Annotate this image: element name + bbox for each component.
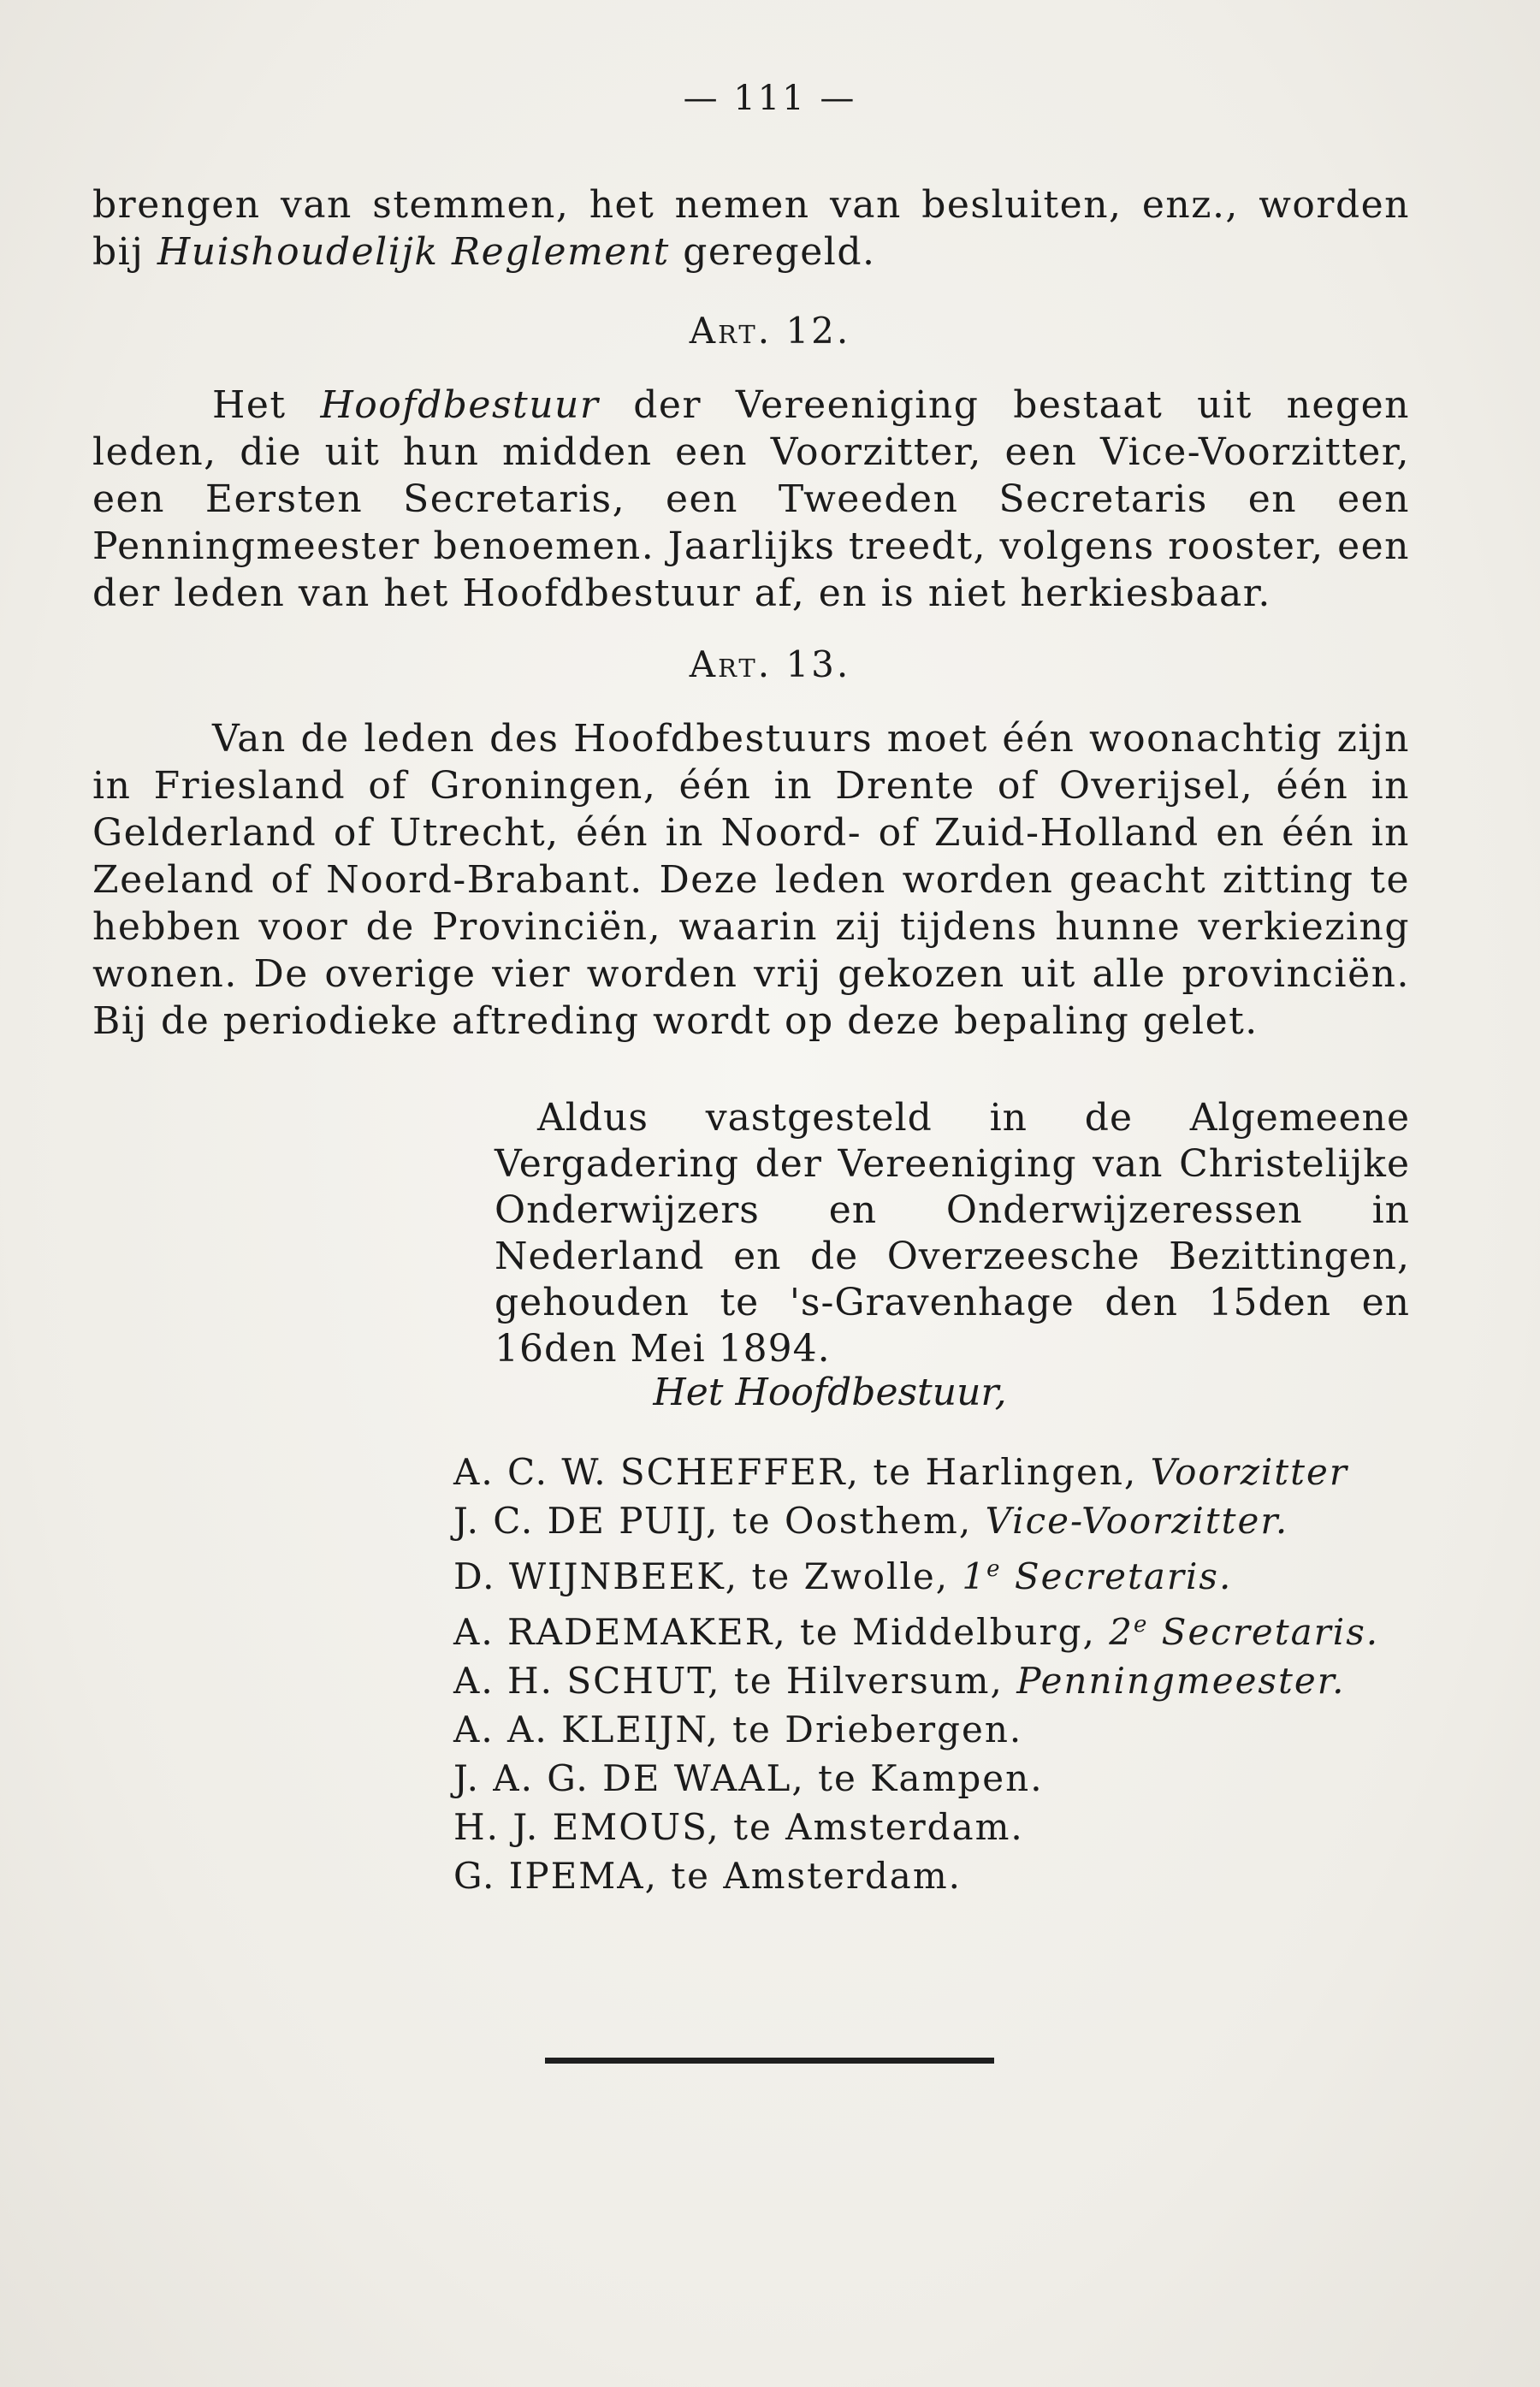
text-run: brengen van stemmen, het nemen van besluiten, enz., worden bij	[92, 183, 1410, 274]
article-13-heading: Art. 13.	[689, 643, 851, 685]
signer-name: G. IPEMA, te Amsterdam.	[453, 1855, 962, 1897]
closing-paragraph: Aldus vastgesteld in de Algemeene Vergadering der Vereeniging van Christelijke Onderwijzers en Onderwijzeressen in Nederland en de Overzeesche Bezittingen, gehouden te 's-Gravenhage den 15den en 16den Mei 1894.	[495, 1096, 1410, 1371]
signer-line	[453, 1448, 1437, 1496]
signer-role: Penningmeester.	[1016, 1660, 1346, 1702]
article-12-body	[92, 382, 1410, 617]
signer-role: Voorzitter	[1150, 1451, 1348, 1493]
signer-name: J. C. DE PUIJ, te Oosthem,	[453, 1500, 986, 1542]
signature-heading: Het Hoofdbestuur,	[653, 1371, 1007, 1414]
signer-line	[453, 1705, 1437, 1754]
signer-name: A. C. W. SCHEFFER, te Harlingen,	[453, 1451, 1151, 1493]
signer-line	[453, 1545, 1437, 1601]
signer-role-ordinal: 2e Secretaris.	[1109, 1611, 1380, 1653]
signer-name: D. WIJNBEEK, te Zwolle,	[453, 1555, 962, 1597]
signer-line	[453, 1656, 1437, 1705]
italic-term: Huishoudelijk Reglement	[157, 230, 670, 274]
text-run: geregeld.	[669, 230, 876, 274]
signer-line	[453, 1496, 1437, 1545]
signer-line	[453, 1851, 1437, 1900]
signer-name: J. A. G. DE WAAL, te Kampen.	[453, 1757, 1044, 1799]
signer-line	[453, 1754, 1437, 1803]
signer-role: Vice-Voorzitter.	[985, 1500, 1289, 1542]
article-12-heading: Art. 12.	[689, 310, 851, 352]
paragraph-text	[92, 382, 1410, 617]
paragraph-continuation	[92, 181, 1410, 275]
paragraph-text	[92, 181, 1410, 275]
italic-term: Hoofdbestuur	[320, 383, 600, 427]
signer-line	[453, 1803, 1437, 1851]
paragraph-text: Van de leden des Hoofdbestuurs moet één woonachtig zijn in Friesland of Groningen, één in Drente of Overijsel, één in Gelderland of Utrecht, één in Noord- of Zuid-Holland en één in Zeeland of Noord-Brabant. Deze leden worden geacht zitting te hebben voor de Provinciën, waarin zij tijdens hunne verkiezing wonen. De overige vier worden vrij gekozen uit alle provinciën. Bij de periodieke aftreding wordt op deze bepaling gelet.	[92, 717, 1410, 1043]
article-13-body	[92, 715, 1410, 1045]
signer-name: A. RADEMAKER, te Middelburg,	[453, 1611, 1110, 1653]
signer-name: A. A. KLEIJN, te Driebergen.	[453, 1709, 1023, 1750]
end-rule	[545, 2058, 994, 2064]
signer-role-ordinal: 1e Secretaris.	[962, 1555, 1233, 1597]
signer-list	[453, 1448, 1437, 1900]
page-number: — 111 —	[683, 79, 857, 118]
signer-name: A. H. SCHUT, te Hilversum,	[453, 1660, 1017, 1702]
signer-line	[453, 1601, 1437, 1656]
signer-name: H. J. EMOUS, te Amsterdam.	[453, 1806, 1024, 1848]
text-run: der Vereeniging bestaat uit negen leden, die uit hun midden een Voorzitter, een Vice-Voorzitter, een Eersten Secretaris, een Tweeden Secretaris en een Penningmeester benoemen. Jaarlijks treedt, volgens rooster, een der leden van het Hoofdbestuur af, en is niet herkiesbaar.	[92, 383, 1411, 615]
text-run: Het	[212, 383, 321, 427]
